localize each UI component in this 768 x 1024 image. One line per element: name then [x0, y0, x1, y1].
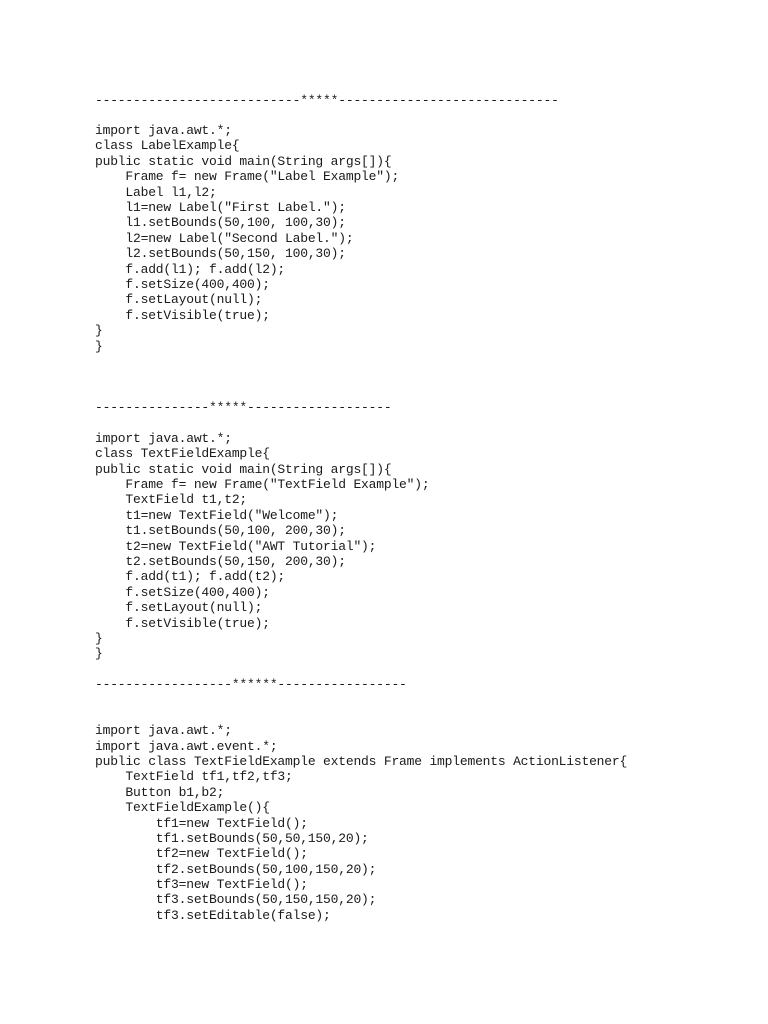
- code-line: import java.awt.event.*;: [95, 739, 278, 754]
- code-line: class TextFieldExample{: [95, 446, 270, 461]
- code-line: tf3.setBounds(50,150,150,20);: [95, 892, 377, 907]
- code-line: public class TextFieldExample extends Frame implements ActionListener{: [95, 754, 628, 769]
- code-line: f.setLayout(null);: [95, 600, 263, 615]
- code-line: tf1=new TextField();: [95, 816, 308, 831]
- code-line: t2=new TextField("AWT Tutorial");: [95, 539, 377, 554]
- code-line: }: [95, 323, 103, 338]
- code-line: }: [95, 339, 103, 354]
- code-line: f.setVisible(true);: [95, 616, 270, 631]
- code-line: f.setLayout(null);: [95, 292, 263, 307]
- code-line: public static void main(String args[]){: [95, 462, 392, 477]
- code-line: f.add(t1); f.add(t2);: [95, 569, 286, 584]
- code-line: t1=new TextField("Welcome");: [95, 508, 339, 523]
- code-line: Label l1,l2;: [95, 185, 217, 200]
- code-line: t2.setBounds(50,150, 200,30);: [95, 554, 346, 569]
- code-line: }: [95, 631, 103, 646]
- code-line: Button b1,b2;: [95, 785, 225, 800]
- code-line: l2.setBounds(50,150, 100,30);: [95, 246, 346, 261]
- code-line: t1.setBounds(50,100, 200,30);: [95, 523, 346, 538]
- separator-line-3: ------------------******-----------------: [95, 677, 407, 692]
- code-line: }: [95, 646, 103, 661]
- code-line: l1=new Label("First Label.");: [95, 200, 346, 215]
- code-line: Frame f= new Frame("TextField Example");: [95, 477, 430, 492]
- code-line: tf3=new TextField();: [95, 877, 308, 892]
- code-line: TextField t1,t2;: [95, 492, 248, 507]
- separator-line-1: ---------------------------*****-----------------------------: [95, 93, 559, 108]
- code-line: import java.awt.*;: [95, 723, 232, 738]
- code-line: l2=new Label("Second Label.");: [95, 231, 354, 246]
- code-line: f.setSize(400,400);: [95, 277, 270, 292]
- code-line: public static void main(String args[]){: [95, 154, 392, 169]
- code-line: tf2=new TextField();: [95, 846, 308, 861]
- code-line: f.setVisible(true);: [95, 308, 270, 323]
- separator-line-2: ---------------*****-------------------: [95, 400, 392, 415]
- code-line: f.setSize(400,400);: [95, 585, 270, 600]
- code-line: import java.awt.*;: [95, 123, 232, 138]
- code-line: tf3.setEditable(false);: [95, 908, 331, 923]
- code-line: tf1.setBounds(50,50,150,20);: [95, 831, 369, 846]
- code-line: Frame f= new Frame("Label Example");: [95, 169, 400, 184]
- code-line: TextFieldExample(){: [95, 800, 270, 815]
- code-line: l1.setBounds(50,100, 100,30);: [95, 215, 346, 230]
- code-line: f.add(l1); f.add(l2);: [95, 262, 286, 277]
- code-line: import java.awt.*;: [95, 431, 232, 446]
- code-line: tf2.setBounds(50,100,150,20);: [95, 862, 377, 877]
- code-line: class LabelExample{: [95, 138, 240, 153]
- code-line: TextField tf1,tf2,tf3;: [95, 769, 293, 784]
